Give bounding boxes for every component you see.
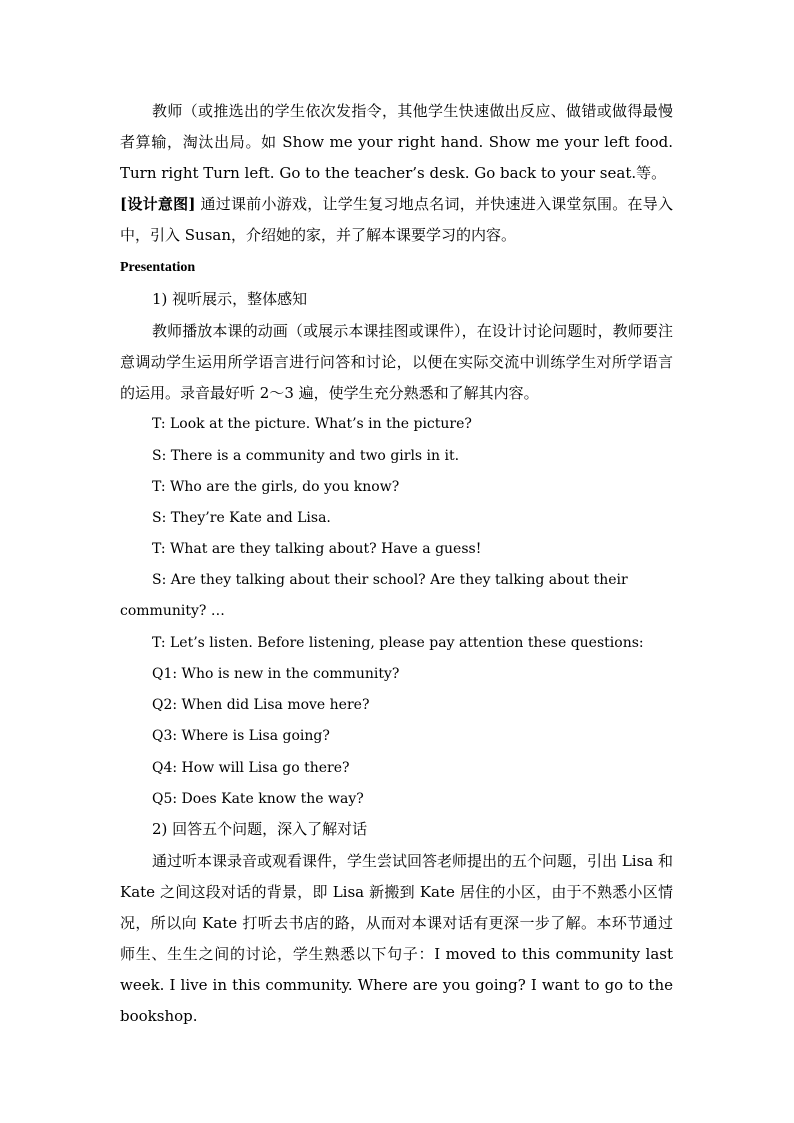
step2-paragraph: 通过听本课录音或观看课件，学生尝试回答老师提出的五个问题，引出 Lisa 和 Kate 之间这段对话的背景，即 Lisa 新搬到 Kate 居住的小区，由于不熟悉小区情况，所以向 Kate 打听去书店的路，从而对本课对话有更深一步了解。本环节通过师生、生生之间的讨论，学生熟悉以下句子：I moved to this community last week. I live in this community. Where are you going? I want to go to the bookshop.: [120, 852, 673, 1025]
question-line: Q3: Where is Lisa going?: [152, 728, 330, 744]
dialogue-line: S: They’re Kate and Lisa.: [152, 510, 331, 526]
dialogue-line: S: Are they talking about their school? Are they talking about their: [152, 572, 628, 588]
question-line: Q5: Does Kate know the way?: [152, 791, 364, 807]
dialogue-continuation: community? …: [120, 603, 225, 619]
dialogue-line: T: What are they talking about? Have a guess!: [152, 541, 482, 557]
design-intent-text: 通过课前小游戏，让学生复习地点名词，并快速进入课堂氛围。在导入中，引入 Susan，介绍她的家，并了解本课要学习的内容。: [120, 195, 673, 244]
design-intent-paragraph: [120, 189, 673, 251]
design-intent-label: [设计意图]: [120, 195, 196, 213]
dialogue-line: S: There is a community and two girls in it.: [152, 448, 460, 464]
step1-paragraph: 教师播放本课的动画（或展示本课挂图或课件），在设计讨论问题时，教师要注意调动学生运用所学语言进行问答和讨论，以便在实际交流中训练学生对所学语言的运用。录音最好听 2～3 遍，使学生充分熟悉和了解其内容。: [120, 322, 673, 402]
dialogue-line: T: Look at the picture. What’s in the picture?: [152, 416, 472, 432]
step1-title: 1) 视听展示，整体感知: [152, 290, 308, 308]
question-line: Q1: Who is new in the community?: [152, 666, 400, 682]
question-line: Q2: When did Lisa move here?: [152, 697, 370, 713]
teacher-rules-paragraph: 教师（或推选出的学生依次发指令，其他学生快速做出反应、做错或做得最慢者算输，淘汰出局。如 Show me your right hand. Show me your left food. Turn right Turn left. Go to the teacher’s desk. Go back to your seat.等。: [120, 102, 673, 182]
presentation-heading: Presentation: [120, 260, 196, 275]
question-line: Q4: How will Lisa go there?: [152, 760, 350, 776]
step2-title: 2) 回答五个问题，深入了解对话: [152, 820, 368, 838]
question-line: T: Let’s listen. Before listening, please pay attention these questions:: [152, 635, 644, 651]
dialogue-line: T: Who are the girls, do you know?: [152, 479, 400, 495]
